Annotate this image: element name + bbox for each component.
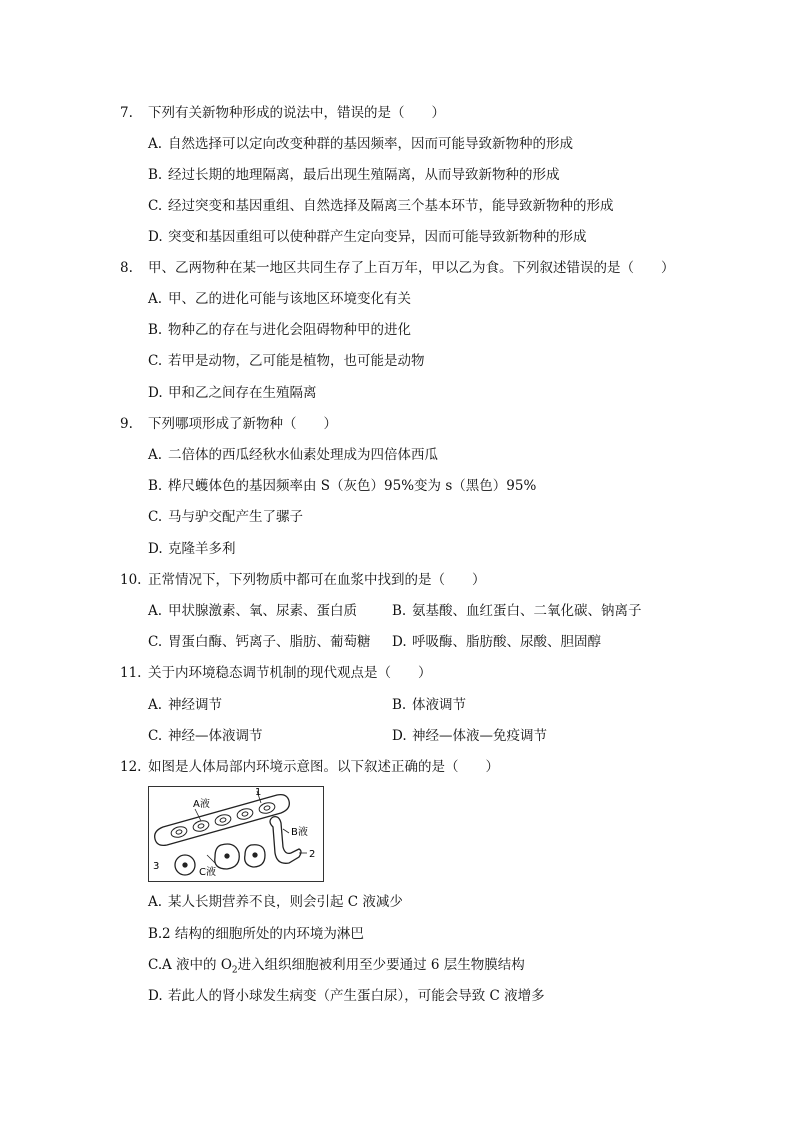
label-a-fluid: A液: [193, 799, 210, 810]
lymph-capillary: [270, 817, 301, 864]
diagram-svg: [149, 787, 323, 881]
q9-option-d[interactable]: D. 克隆羊多利: [148, 541, 236, 557]
q11-option-c[interactable]: C. 神经—体液调节: [148, 728, 263, 744]
question-7: [120, 104, 445, 122]
question-number: 8.: [120, 260, 133, 276]
q12-option-d[interactable]: D. 若此人的肾小球发生病变（产生蛋白尿），可能会导致 C 液增多: [148, 988, 545, 1004]
label-b-fluid: B液: [291, 827, 308, 838]
q12-option-c[interactable]: C.A 液中的 $O_2$进入组织细胞被利用至少要通过 6 层生物膜结构: [148, 957, 525, 976]
question-number: 9.: [120, 416, 133, 432]
q12-option-a[interactable]: A. 某人长期营养不良，则会引起 C 液减少: [148, 894, 403, 910]
q11-option-a[interactable]: A. 神经调节: [148, 697, 222, 713]
question-stem: 下列哪项形成了新物种（ ）: [148, 416, 337, 432]
q10-option-d[interactable]: D. 呼吸酶、脂肪酸、尿酸、胆固醇: [392, 634, 601, 650]
q7-option-a[interactable]: A. 自然选择可以定向改变种群的基因频率，因而可能导致新物种的形成: [148, 136, 573, 152]
q7-option-b[interactable]: B. 经过长期的地理隔离，最后出现生殖隔离，从而导致新物种的形成: [148, 167, 560, 183]
q10-option-a[interactable]: A. 甲状腺激素、氧、尿素、蛋白质: [148, 603, 357, 619]
q8-option-c[interactable]: C. 若甲是动物，乙可能是植物，也可能是动物: [148, 353, 425, 369]
q11-option-b[interactable]: B. 体液调节: [392, 697, 466, 713]
question-number: 10.: [120, 572, 142, 588]
question-12: [120, 758, 499, 776]
question-number: 7.: [120, 105, 133, 121]
q9-option-b[interactable]: B. 桦尺蠖体色的基因频率由 S（灰色）95%变为 s（黑色）95%: [148, 478, 537, 494]
label-structure-3: 3: [153, 861, 160, 872]
label-c-fluid: C液: [199, 867, 216, 878]
question-8: [120, 259, 675, 277]
q8-option-d[interactable]: D. 甲和乙之间存在生殖隔离: [148, 385, 317, 401]
q8-option-a[interactable]: A. 甲、乙的进化可能与该地区环境变化有关: [148, 291, 411, 307]
internal-environment-diagram: [148, 786, 324, 882]
q8-option-b[interactable]: B. 物种乙的存在与进化会阻碍物种甲的进化: [148, 322, 411, 338]
q7-option-c[interactable]: C. 经过突变和基因重组、自然选择及隔离三个基本环节，能导致新物种的形成: [148, 198, 614, 214]
label-structure-1: 1: [255, 787, 262, 798]
q12-option-b[interactable]: B.2 结构的细胞所处的内环境为淋巴: [148, 926, 364, 942]
q7-option-d[interactable]: D. 突变和基因重组可以使种群产生定向变异，因而可能导致新物种的形成: [148, 229, 587, 245]
question-9: [120, 415, 337, 433]
question-number: 11.: [120, 665, 142, 681]
q10-option-b[interactable]: B. 氨基酸、血红蛋白、二氧化碳、钠离子: [392, 603, 642, 619]
question-number: 12.: [120, 759, 142, 775]
q9-option-c[interactable]: C. 马与驴交配产生了骡子: [148, 509, 303, 525]
question-stem: 下列有关新物种形成的说法中，错误的是（ ）: [148, 105, 445, 121]
q11-option-d[interactable]: D. 神经—体液—免疫调节: [392, 728, 547, 744]
question-10: [120, 571, 486, 589]
question-stem: 甲、乙两物种在某一地区共同生存了上百万年，甲以乙为食。下列叙述错误的是（ ）: [148, 260, 675, 276]
q9-option-a[interactable]: A. 二倍体的西瓜经秋水仙素处理成为四倍体西瓜: [148, 447, 438, 463]
tissue-cells: [175, 844, 265, 875]
capillary-tube: [155, 795, 290, 846]
question-stem: 正常情况下，下列物质中都可在血浆中找到的是（ ）: [148, 572, 486, 588]
question-stem: 关于内环境稳态调节机制的现代观点是（ ）: [148, 665, 432, 681]
q10-option-c[interactable]: C. 胃蛋白酶、钙离子、脂肪、葡萄糖: [148, 634, 371, 650]
question-stem: 如图是人体局部内环境示意图。以下叙述正确的是（ ）: [148, 759, 499, 775]
label-structure-2: 2: [309, 849, 316, 860]
question-11: [120, 664, 432, 682]
